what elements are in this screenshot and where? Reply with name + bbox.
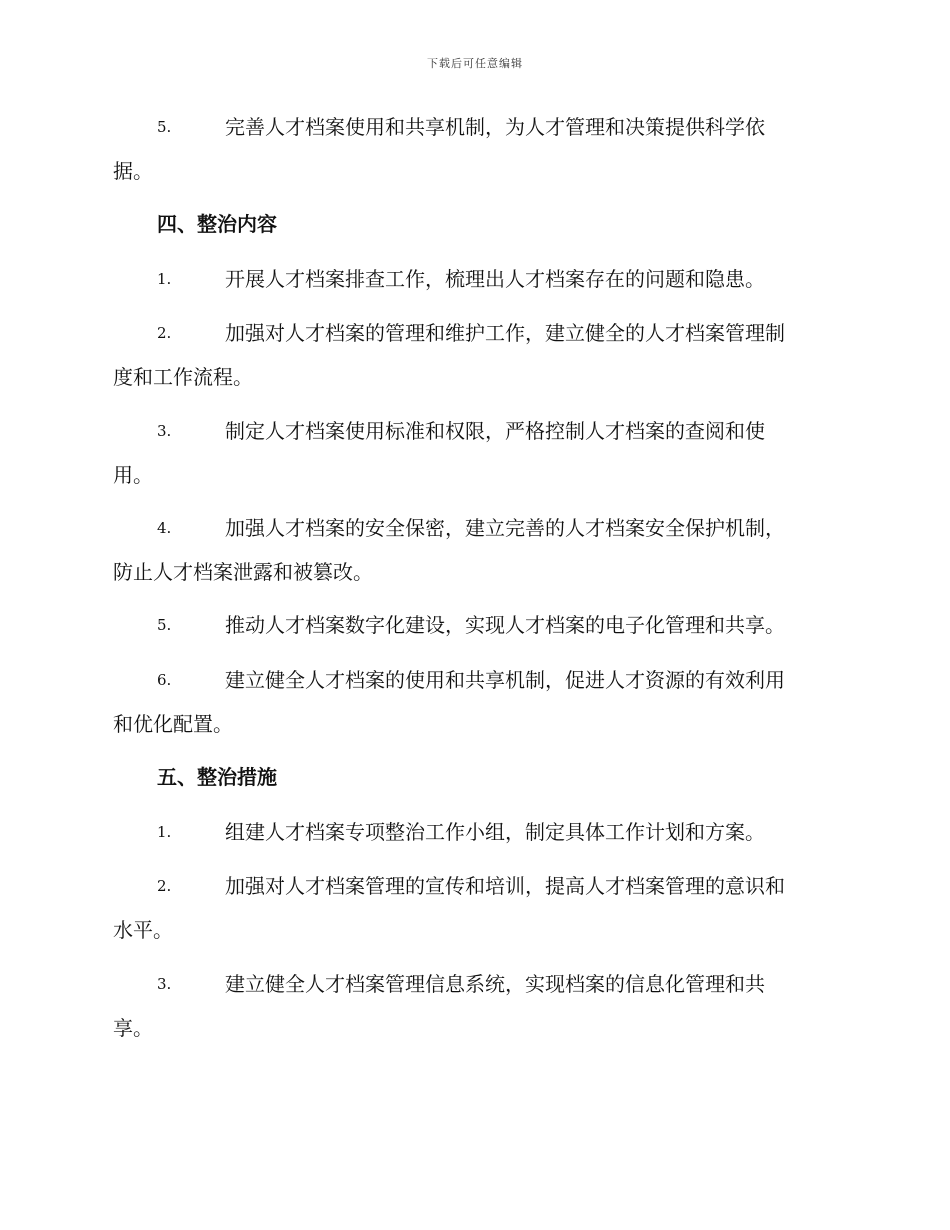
list-item [113, 311, 835, 399]
item-text-continued: 和优化配置。 [113, 712, 233, 736]
list-item [113, 810, 835, 854]
item-number: 2. [157, 324, 172, 342]
item-text-continued: 享。 [113, 1016, 153, 1040]
list-item [113, 603, 835, 647]
item-number: 6. [157, 671, 172, 689]
header-note: 下载后可任意编辑 [427, 57, 523, 70]
item-text: 推动人才档案数字化建设，实现人才档案的电子化管理和共享。 [225, 613, 785, 637]
item-number: 3. [157, 422, 172, 440]
item-text: 完善人才档案使用和共享机制，为人才管理和决策提供科学依 [225, 115, 765, 139]
item-text-continued: 用。 [113, 463, 153, 487]
list-item [113, 962, 835, 1050]
section-heading-measures: 五、整治措施 [157, 765, 277, 789]
list-item [113, 506, 835, 594]
item-number: 5. [157, 118, 172, 136]
item-number: 5. [157, 616, 172, 634]
item-text: 组建人才档案专项整治工作小组，制定具体工作计划和方案。 [225, 820, 765, 844]
list-item [113, 864, 835, 952]
item-number: 3. [157, 975, 172, 993]
item-text: 加强人才档案的安全保密，建立完善的人才档案安全保护机制， [225, 516, 785, 540]
item-number: 1. [157, 270, 172, 288]
item-text: 加强对人才档案的管理和维护工作，建立健全的人才档案管理制 [225, 321, 785, 345]
item-text: 开展人才档案排查工作，梳理出人才档案存在的问题和隐患。 [225, 267, 765, 291]
item-text: 制定人才档案使用标准和权限，严格控制人才档案的查阅和使 [225, 419, 765, 443]
item-number: 4. [157, 519, 172, 537]
list-item [113, 105, 835, 193]
item-text-continued: 度和工作流程。 [113, 365, 253, 389]
item-number: 1. [157, 823, 172, 841]
item-text: 建立健全人才档案的使用和共享机制，促进人才资源的有效利用 [225, 668, 785, 692]
list-item [113, 257, 835, 301]
item-text: 建立健全人才档案管理信息系统，实现档案的信息化管理和共 [225, 972, 765, 996]
item-text-continued: 水平。 [113, 918, 173, 942]
list-item [113, 409, 835, 497]
item-text: 加强对人才档案管理的宣传和培训，提高人才档案管理的意识和 [225, 874, 785, 898]
item-number: 2. [157, 877, 172, 895]
item-text-continued: 据。 [113, 159, 153, 183]
item-text-continued: 防止人才档案泄露和被篡改。 [113, 560, 373, 584]
list-item [113, 658, 835, 746]
section-heading-content: 四、整治内容 [157, 212, 277, 236]
